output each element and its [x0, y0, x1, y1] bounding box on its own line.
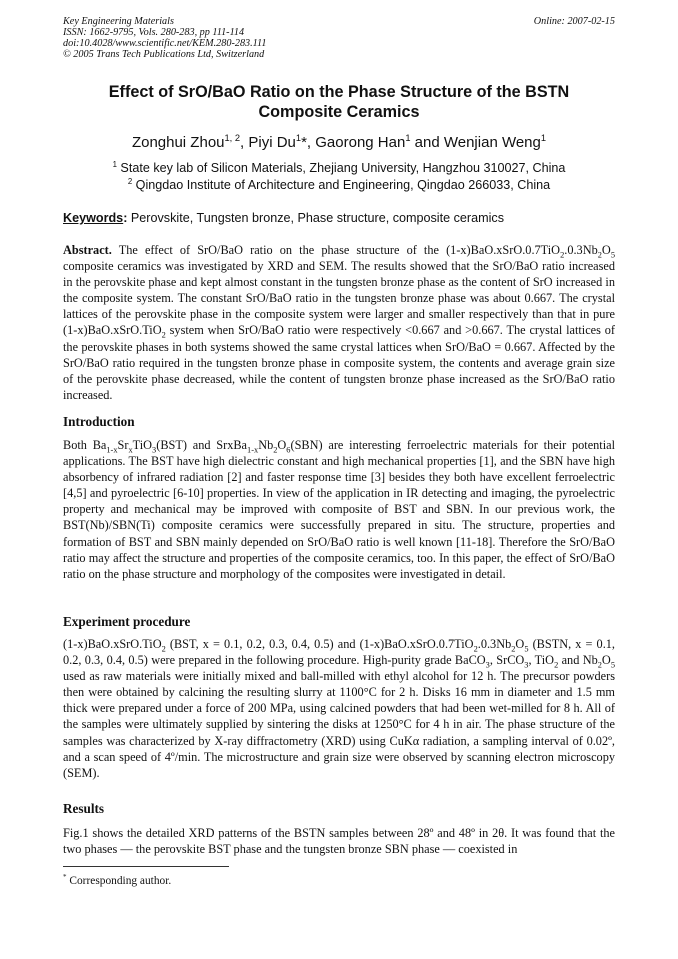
subscript: 3	[524, 660, 529, 670]
keywords: Keywords: Perovskite, Tungsten bronze, Phase structure, composite ceramics	[63, 211, 504, 225]
journal-copyright: © 2005 Trans Tech Publications Ltd, Switzerland	[63, 49, 265, 60]
footnote-divider	[63, 866, 229, 867]
abstract-text: composite ceramics was investigated by XRD and SEM. The results showed that the SrO/BaO ratio increased in the perovskite phase and kept almost constant in the tungsten bronze phase as the content of SrO increased in the composite system. The constant SrO/BaO ratio in the tungsten bronze phase was about 0.667. The crystal lattices of the perovskite phase in the composite system were larger and smaller respectively than that in pure (1-x)BaO.xSrO.TiO	[63, 259, 615, 338]
title-line-1: Effect of SrO/BaO Ratio on the Phase Structure of the BSTN	[108, 83, 570, 101]
affiliation-text: Qingdao Institute of Architecture and Engineering, Qingdao 266033, China	[135, 178, 551, 192]
experiment-text: and Nb	[558, 653, 598, 668]
subscript: 2	[161, 330, 166, 340]
author-separator: ,	[240, 134, 249, 151]
title-line-2: Composite Ceramics	[258, 103, 420, 121]
subscript: 3	[152, 445, 157, 455]
experiment-paragraph	[63, 636, 615, 781]
intro-text: O	[277, 438, 287, 452]
abstract-text: system when SrO/BaO ratio were respectively <0.667 and >0.667. The crystal lattices of the perovskite phases in both systems showed the same crystal lattices when SrO/BaO = 0.667. Affected by the SrO/BaO ratio required in the tungsten bronze phase in composite system, the contents and average grain size of the perovskite phase decreased, while the content of tungsten bronze phase increased as the SrO/BaO ratio increased.	[63, 323, 615, 402]
affiliation-list	[63, 160, 615, 194]
affiliation-text: State key lab of Silicon Materials, Zhejiang University, Hangzhou 310027, China	[120, 161, 566, 175]
subscript: 2	[161, 644, 166, 654]
results-paragraph: Fig.1 shows the detailed XRD patterns of the BSTN samples between 28º and 48º in 2θ. It was found that the two phases — the perovskite BST phase and the tungsten bronze SBN phase — coexisted in	[63, 826, 615, 857]
experiment-text: (BST, x = 0.1, 0.2, 0.3, 0.4, 0.5) and (1-x)BaO.xSrO.0.7TiO	[165, 637, 474, 651]
paper-title	[63, 82, 615, 122]
intro-text: Both Ba	[63, 438, 107, 452]
journal-doi[interactable]: doi:10.4028/www.scientific.net/KEM.280-283.111	[63, 38, 267, 49]
subscript: 1-x	[247, 445, 259, 455]
abstract-text: .0.3Nb	[564, 243, 598, 257]
abstract-text: The effect of SrO/BaO ratio on the phase structure of the (1-x)BaO.xSrO.0.7TiO	[111, 243, 561, 257]
author-separator: ,	[306, 134, 316, 151]
corresponding-author-mark: *	[301, 134, 307, 151]
intro-text: Sr	[117, 438, 129, 452]
footnote-text: Corresponding author.	[66, 875, 172, 887]
experiment-text: O	[515, 637, 525, 651]
subscript: 2	[554, 660, 559, 670]
subscript: 2	[597, 250, 602, 260]
subscript: 5	[610, 660, 615, 670]
experiment-text: (BSTN, x = 0.1, 0.2, 0.3, 0.4, 0.5) were prepared in the following procedure. High-purity grade BaCO	[63, 637, 615, 668]
subscript: x	[128, 445, 133, 455]
section-heading-experiment: Experiment procedure	[63, 614, 191, 629]
journal-info	[63, 16, 615, 60]
affiliation-line	[63, 177, 615, 194]
section-heading-results: Results	[63, 801, 105, 816]
experiment-text: , SrCO	[489, 653, 525, 668]
subscript: 2	[597, 660, 602, 670]
section-heading-introduction: Introduction	[63, 414, 135, 429]
author-affiliation-mark: 1	[295, 133, 302, 143]
abstract-text: O	[601, 243, 611, 257]
experiment-text: O	[601, 653, 611, 668]
abstract-label: Abstract.	[63, 243, 112, 257]
author-name: Wenjian Weng	[443, 134, 541, 151]
introduction-paragraph	[63, 437, 615, 582]
keywords-label: Keywords	[63, 211, 124, 225]
footnote-mark: *	[63, 873, 67, 882]
author-affiliation-mark: 1	[540, 133, 547, 143]
subscript: 2	[473, 644, 478, 654]
author-list	[63, 134, 615, 152]
author-affiliation-mark: 1	[405, 133, 411, 143]
experiment-text: , TiO	[528, 653, 555, 668]
experiment-text: used as raw materials were initially mixed and ball-milled with ethyl alcohol for 12 h. The precursor powders then were obtained by calcining the resulting slurry at 1100°C for 2 h. Disks 16 mm in diameter and 1.5 mm thick were prepared under a force of 200 MPa, using calcined powders that had been wet-milled for 8 h. All of the samples were ultimately supplied by sintering the disks at 1250°C for 4 h in air. The phase structure of the samples was characterized by X-ray diffractometry (XRD) using CuKα radiation, a sampling interval of 0.02º, and a scan speed of 4º/min. The microstructure and grain size were observed by scanning electron microscopy (SEM).	[63, 669, 615, 780]
author-separator: and	[410, 134, 444, 151]
intro-text: Nb	[258, 438, 274, 452]
experiment-text: .0.3Nb	[477, 637, 512, 651]
subscript: 1-x	[106, 445, 118, 455]
affiliation-line	[63, 160, 615, 177]
intro-text: (BST) and SrxBa	[156, 438, 248, 452]
author-name: Gaorong Han	[315, 134, 406, 151]
footnote	[63, 874, 171, 888]
experiment-text: (1-x)BaO.xSrO.TiO	[63, 637, 162, 651]
journal-issn: ISSN: 1662-9795, Vols. 280-283, pp 111-114	[63, 27, 245, 38]
affiliation-mark: 2	[127, 176, 133, 186]
subscript: 2	[560, 250, 565, 260]
subscript: 2	[511, 644, 516, 654]
online-date: Online: 2007-02-15	[533, 16, 615, 27]
intro-text: TiO	[132, 438, 153, 452]
subscript: 2	[273, 445, 278, 455]
abstract	[63, 242, 615, 403]
affiliation-mark: 1	[112, 159, 117, 169]
journal-name: Key Engineering Materials	[63, 16, 174, 27]
author-name: Piyi Du	[248, 134, 296, 151]
subscript: 6	[286, 445, 291, 455]
author-affiliation-mark: 1, 2	[224, 133, 241, 143]
subscript: 5	[524, 644, 529, 654]
journal-header	[63, 16, 615, 60]
author-name: Zonghui Zhou	[131, 134, 225, 151]
keywords-text: Perovskite, Tungsten bronze, Phase structure, composite ceramics	[130, 211, 504, 225]
subscript: 5	[610, 250, 615, 260]
intro-text: (SBN) are interesting ferroelectric materials for their potential applications. The BST have high dielectric constant and high mechanical properties [1], and the SBN have high absorbency of infrared radiation [2] and faster response time [3] besides they both have excellent ferroelectric [4,5] and pyroelectric [6-10] properties. In view of the application in IR detecting and imaging, the pyroelectric property and mechanical may be improved with composite of BST and SBN. In our previous work, the BST(Nb)/SBN(Ti) composite ceramics were successfully prepared in situ. The structure, properties and formation of BST and SBN mainly depended on SrO/BaO ratio is well known [11-18]. Therefore the SrO/BaO ratio may affect the structure and properties of the composite ceramics, too. In this paper, the effect of SrO/BaO ratio on the phase structure and morphology of the composites were investigated in detail.	[63, 438, 616, 581]
subscript: 3	[485, 660, 490, 670]
